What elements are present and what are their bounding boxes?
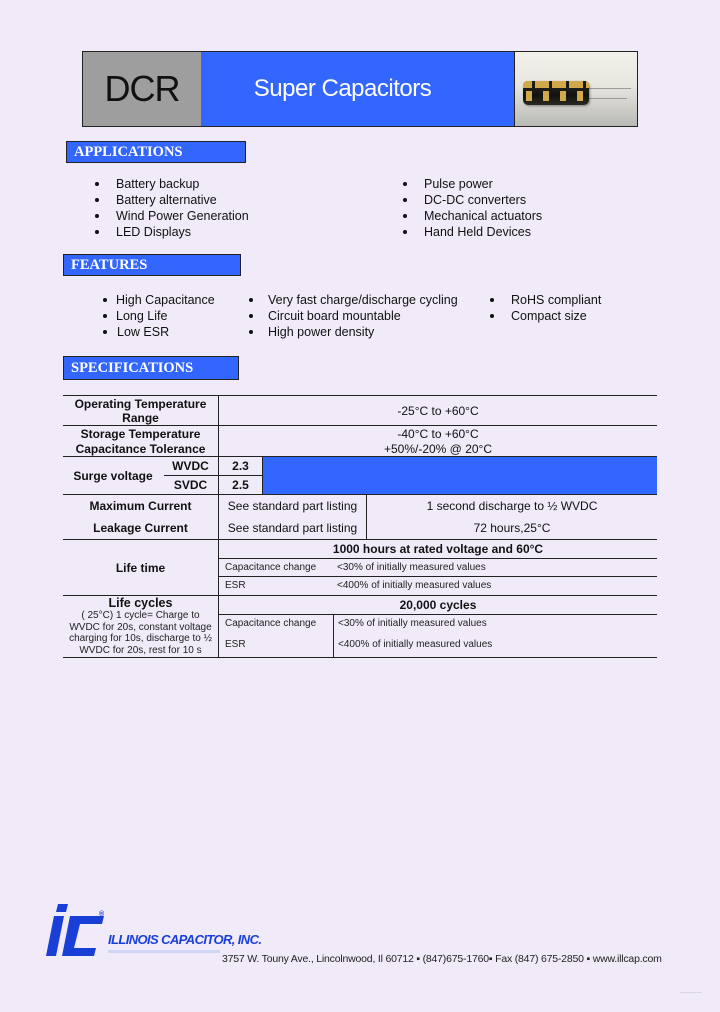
list-item: Low ESR xyxy=(103,324,215,340)
features-list-col1 xyxy=(103,292,215,340)
bullet-icon xyxy=(249,330,253,334)
list-item: Battery backup xyxy=(95,176,249,192)
bullet-icon xyxy=(403,182,407,186)
company-logo xyxy=(46,904,262,960)
list-item: RoHS compliant xyxy=(490,292,601,308)
bullet-icon xyxy=(95,230,99,234)
list-item: High power density xyxy=(249,324,458,340)
spec-value-cap-tolerance: +50%/-20% @ 20°C xyxy=(383,441,493,456)
capacitor-lead xyxy=(585,98,627,99)
section-header-features: FEATURES xyxy=(63,254,241,276)
wvdc-value: 2.3 xyxy=(232,459,249,473)
wvdc-label: WVDC xyxy=(172,459,209,473)
product-banner xyxy=(82,51,638,127)
bullet-icon xyxy=(403,230,407,234)
life-cycles-value: <400% of initially measured values xyxy=(338,639,493,650)
features-list-col2 xyxy=(249,292,458,340)
spec-value-max-current: See standard part listing xyxy=(227,499,358,513)
list-item: Hand Held Devices xyxy=(403,224,542,240)
life-cycles-value: <30% of initially measured values xyxy=(338,618,487,629)
spec-label-max-current: Maximum Current xyxy=(89,499,192,513)
bullet-icon xyxy=(403,198,407,202)
bullet-icon xyxy=(249,298,253,302)
svdc-value: 2.5 xyxy=(232,478,249,492)
spec-label-cap-tolerance: Capacitance Tolerance xyxy=(75,441,206,456)
spec-condition-max-current: 1 second discharge to ½ WVDC xyxy=(426,499,598,513)
life-time-param: Capacitance change xyxy=(225,561,317,573)
list-item: DC-DC converters xyxy=(403,192,542,208)
list-item: Mechanical actuators xyxy=(403,208,542,224)
capacitor-icon xyxy=(523,81,589,105)
spec-value-leakage-current: See standard part listing xyxy=(227,521,358,535)
life-cycles-condition: 20,000 cycles xyxy=(399,598,477,612)
spec-value-operating-temp: -25°C to +60°C xyxy=(397,403,479,418)
life-time-param: ESR xyxy=(225,580,246,591)
spec-label-life-cycles: Life cycles ( 25°C) 1 cycle= Charge to WVDC for 20s, constant voltage charging for 10s, discharge to ½ WVDC for 20s, rest for 10 s xyxy=(69,596,212,656)
life-cycles-param: Capacitance change xyxy=(225,618,317,629)
spec-label-life-time: Life time xyxy=(115,560,166,575)
list-item: Very fast charge/discharge cycling xyxy=(249,292,458,308)
spec-label-leakage-current: Leakage Current xyxy=(93,521,188,535)
spec-label-operating-temp: Operating Temperature Range xyxy=(74,396,207,425)
spec-label-storage-temp: Storage Temperature xyxy=(80,426,201,441)
features-list-col3 xyxy=(490,292,601,324)
spec-value-storage-temp: -40°C to +60°C xyxy=(397,426,479,441)
applications-list-left xyxy=(95,176,249,240)
list-item: Pulse power xyxy=(403,176,542,192)
bullet-icon xyxy=(249,314,253,318)
applications-list-right xyxy=(403,176,542,240)
product-title: Super Capacitors xyxy=(201,52,514,126)
series-code: DCR xyxy=(83,52,201,126)
bullet-icon xyxy=(103,330,107,334)
list-item: Compact size xyxy=(490,308,601,324)
capacitor-lead xyxy=(585,88,631,89)
bullet-icon xyxy=(95,214,99,218)
list-item: Circuit board mountable xyxy=(249,308,458,324)
bullet-icon xyxy=(95,198,99,202)
list-item: High Capacitance xyxy=(103,292,215,308)
section-header-applications: APPLICATIONS xyxy=(66,141,246,163)
capacitor-photo xyxy=(514,52,637,126)
list-item: Battery alternative xyxy=(95,192,249,208)
spec-condition-leakage-current: 72 hours,25°C xyxy=(473,521,551,535)
svdc-label: SVDC xyxy=(173,478,208,492)
life-time-condition: 1000 hours at rated voltage and 60°C xyxy=(332,542,544,556)
company-address: 3757 W. Touny Ave., Lincolnwood, Il 60712 ▪ (847)675-1760▪ Fax (847) 675-2850 ▪ www.illcap.com xyxy=(222,953,662,965)
section-header-specifications: SPECIFICATIONS xyxy=(63,356,239,380)
bullet-icon xyxy=(403,214,407,218)
spec-label-surge-voltage: Surge voltage xyxy=(73,468,153,483)
life-time-value: <400% of initially measured values xyxy=(337,580,492,591)
bullet-icon xyxy=(95,182,99,186)
blank-blue-cell xyxy=(263,457,657,494)
life-cycles-param: ESR xyxy=(225,639,246,650)
company-name: ILLINOIS CAPACITOR, INC. xyxy=(108,932,262,947)
list-item: Long Life xyxy=(103,308,215,324)
list-item: Wind Power Generation xyxy=(95,208,249,224)
list-item: LED Displays xyxy=(95,224,249,240)
life-time-value: <30% of initially measured values xyxy=(337,561,486,573)
bullet-icon xyxy=(103,314,107,318)
bullet-icon xyxy=(490,314,494,318)
bullet-icon xyxy=(490,298,494,302)
bullet-icon xyxy=(103,298,107,302)
registered-mark: ® xyxy=(99,911,105,918)
